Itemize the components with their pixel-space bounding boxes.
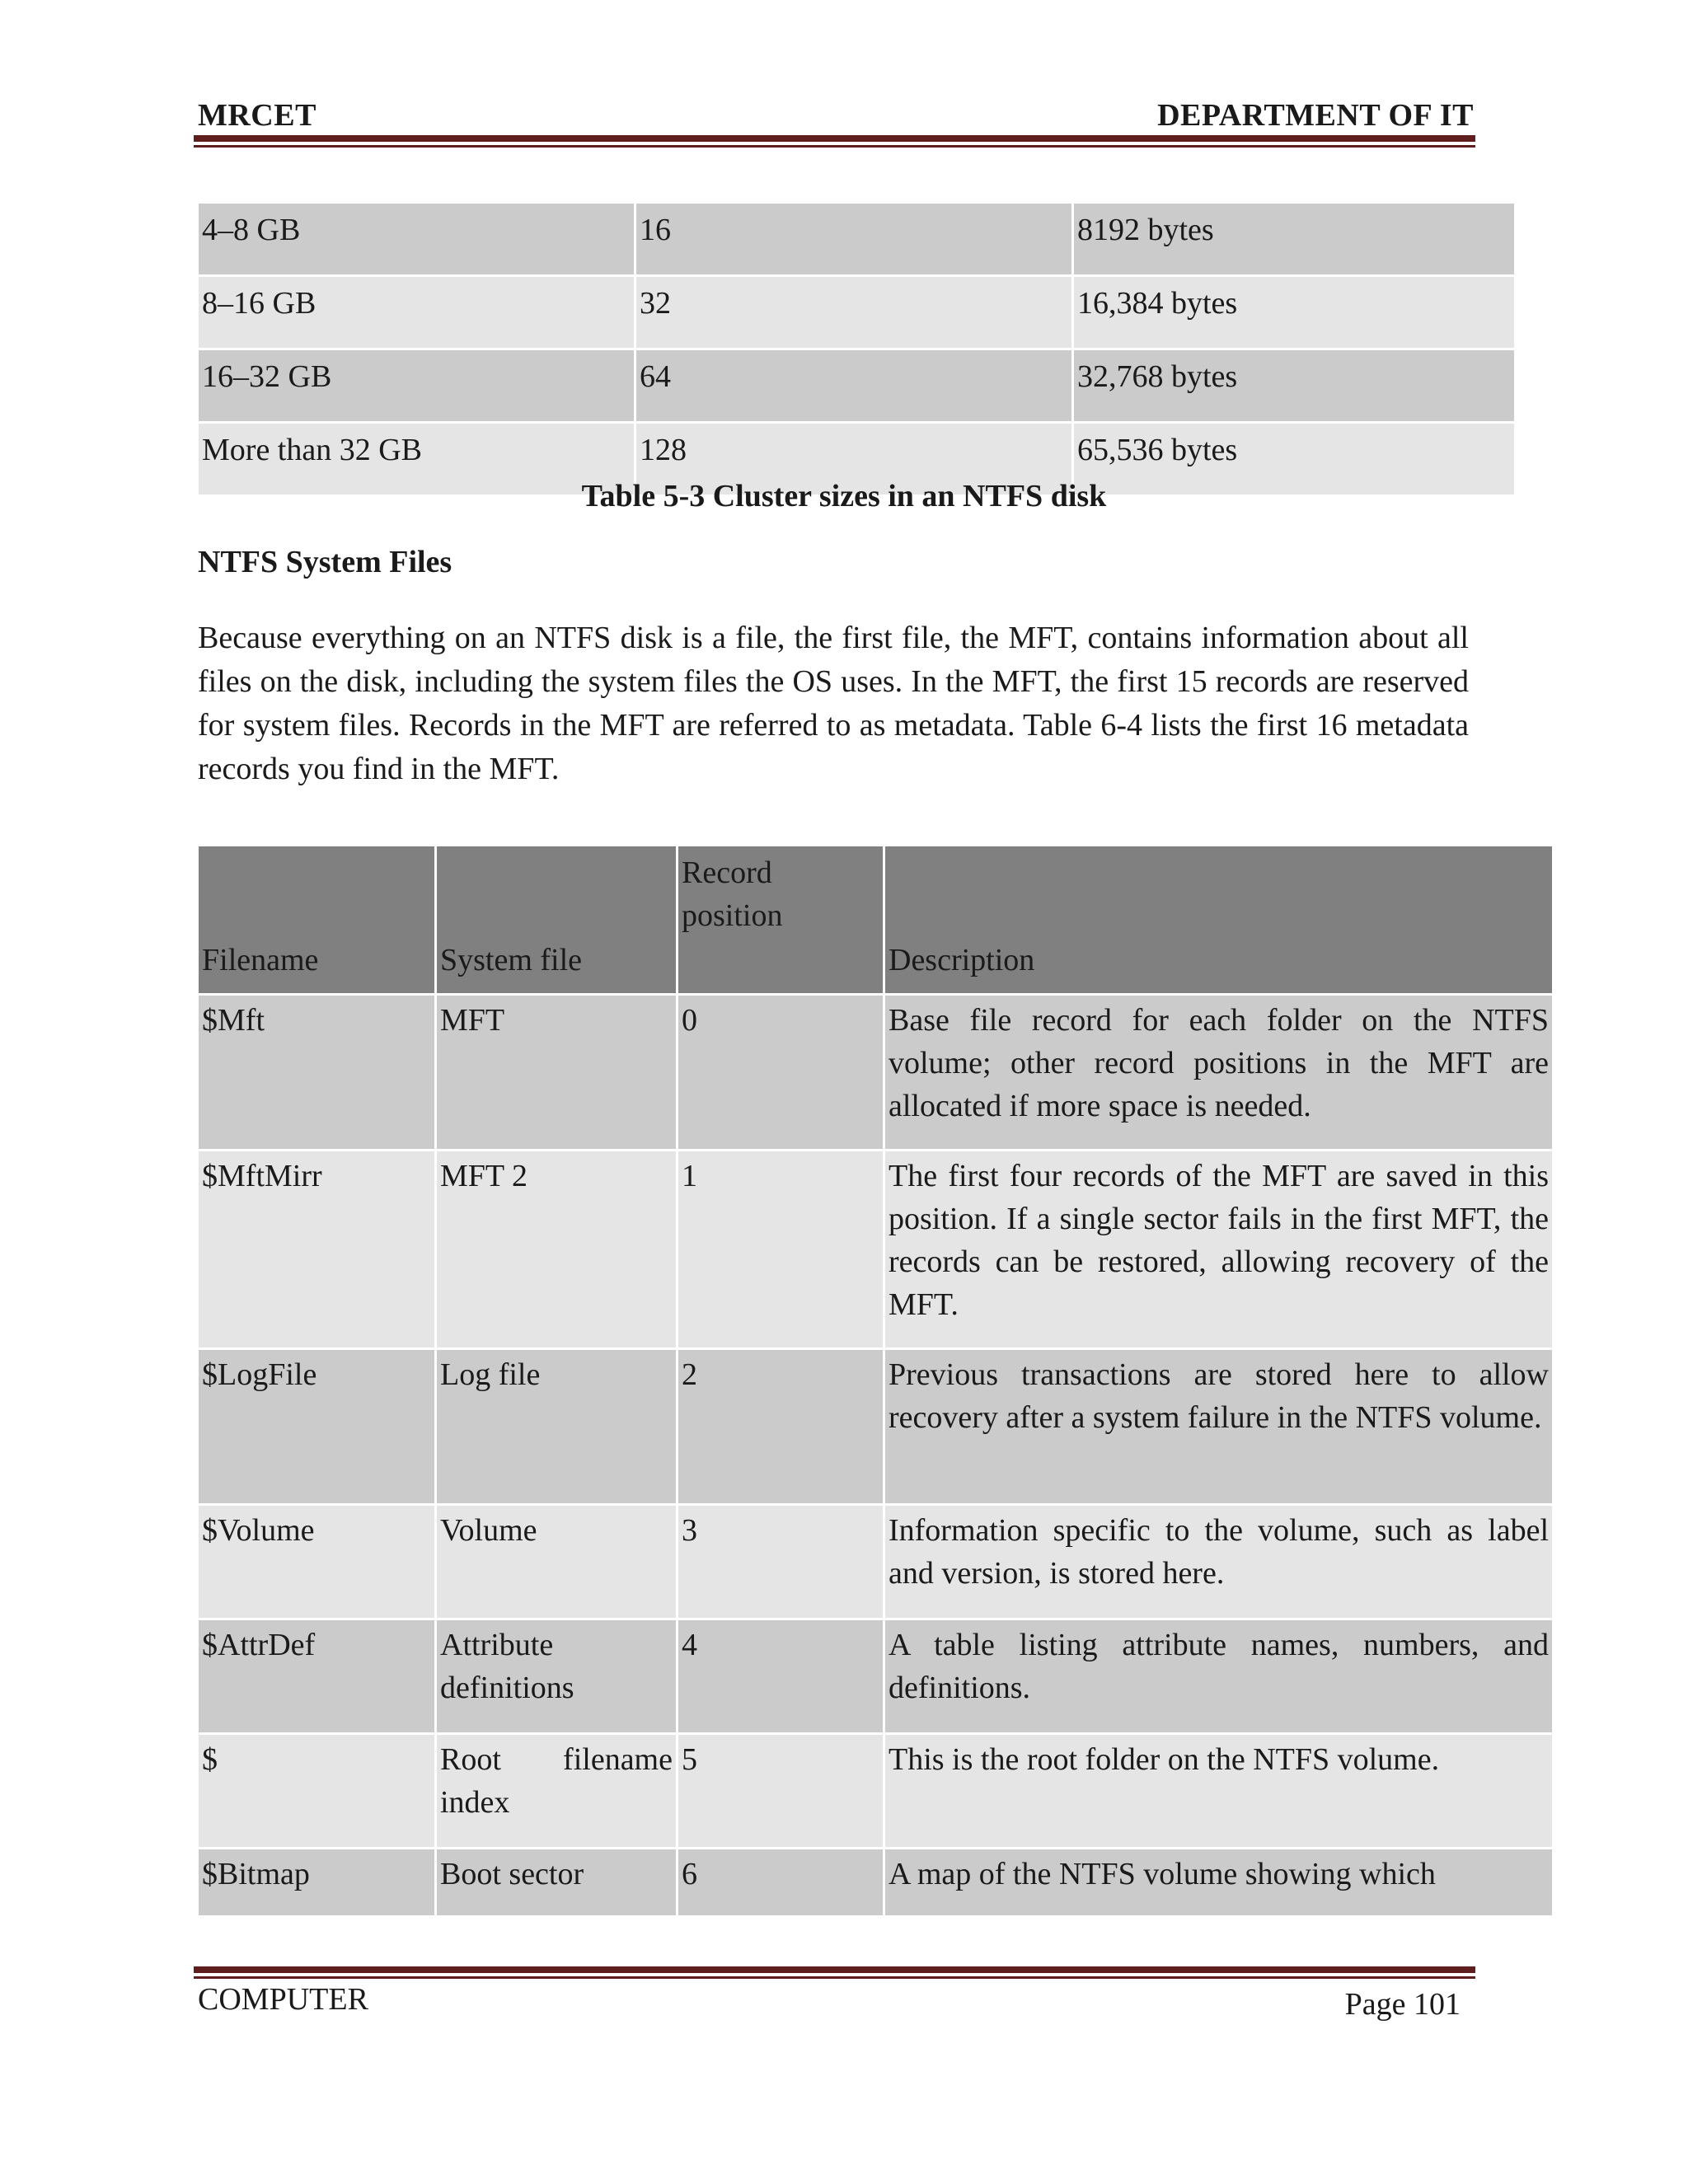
- cell-record-position: 2: [678, 1350, 883, 1503]
- table-row: [199, 1151, 1552, 1347]
- cell-filename: $Mft: [199, 996, 434, 1149]
- table-row: [199, 1506, 1552, 1618]
- body-paragraph: Because everything on an NTFS disk is a file, the first file, the MFT, contains information about all files on the disk, including the system files the OS uses. In the MFT, the first 15 records are reserved for system files. Records in the MFT are referred to as metadata. Table 6-4 lists the first 16 metadata records you find in the MFT.: [198, 621, 1469, 786]
- cell-description: A table listing attribute names, numbers, and definitions.: [885, 1620, 1552, 1732]
- header-rule-thick: [194, 135, 1475, 142]
- cell-system-file: MFT 2: [437, 1151, 676, 1347]
- cell-system-file: Volume: [437, 1506, 676, 1618]
- cell-description: The first four records of the MFT are saved in this position. If a single sector fails in the first MFT, the records can be restored, allowing recovery of the MFT.: [885, 1151, 1552, 1347]
- table-row: [199, 1735, 1552, 1847]
- cell-filename: $Bitmap: [199, 1849, 434, 1915]
- cell-sectors: 16: [636, 204, 1071, 274]
- cell-size: More than 32 GB: [199, 424, 634, 494]
- footer-rule-thin: [194, 1976, 1475, 1979]
- column-header-system-file: System file: [437, 846, 676, 993]
- cell-system-file: Boot sector: [437, 1849, 676, 1915]
- cell-record-position: 0: [678, 996, 883, 1149]
- cell-description: Previous transactions are stored here to allow recovery after a system failure in the NTFS volume.: [885, 1350, 1552, 1503]
- cell-system-file: Attribute definitions: [437, 1620, 676, 1732]
- section-heading: NTFS System Files: [198, 545, 452, 579]
- cell-sectors: 128: [636, 424, 1071, 494]
- cell-sectors: 64: [636, 350, 1071, 421]
- header-department: DEPARTMENT OF IT: [1157, 98, 1474, 133]
- column-header-record-position: Record position: [678, 846, 883, 993]
- cell-cluster-size: 32,768 bytes: [1074, 350, 1514, 421]
- table-row: [199, 1849, 1552, 1915]
- cell-sectors: 32: [636, 277, 1071, 348]
- cell-filename: $MftMirr: [199, 1151, 434, 1347]
- cell-record-position: 5: [678, 1735, 883, 1847]
- cell-filename: $: [199, 1735, 434, 1847]
- header-rule-thin: [194, 145, 1475, 148]
- cell-record-position: 1: [678, 1151, 883, 1347]
- cell-record-position: 4: [678, 1620, 883, 1732]
- cell-cluster-size: 65,536 bytes: [1074, 424, 1514, 494]
- mft-metadata-table: [196, 844, 1554, 1918]
- page-number: Page 101: [1344, 1987, 1461, 2022]
- cell-filename: $LogFile: [199, 1350, 434, 1503]
- cell-description: This is the root folder on the NTFS volume.: [885, 1735, 1552, 1847]
- table-row: [199, 996, 1552, 1149]
- footer-subject: COMPUTER: [198, 1982, 368, 2017]
- table-row: [199, 1620, 1552, 1732]
- cell-size: 8–16 GB: [199, 277, 634, 348]
- cluster-size-table: [196, 201, 1517, 497]
- cell-size: 16–32 GB: [199, 350, 634, 421]
- cell-filename: $AttrDef: [199, 1620, 434, 1732]
- header-institution: MRCET: [198, 98, 316, 133]
- table-caption: [0, 478, 1688, 514]
- cell-cluster-size: 16,384 bytes: [1074, 277, 1514, 348]
- cell-cluster-size: 8192 bytes: [1074, 204, 1514, 274]
- cell-size: 4–8 GB: [199, 204, 634, 274]
- table-header-row: [199, 846, 1552, 993]
- cell-system-file: MFT: [437, 996, 676, 1149]
- cell-record-position: 3: [678, 1506, 883, 1618]
- table-caption-text: Table 5-3 Cluster sizes in an NTFS disk: [581, 479, 1107, 513]
- cell-record-position: 6: [678, 1849, 883, 1915]
- cell-filename: $Volume: [199, 1506, 434, 1618]
- table-row: [199, 1350, 1552, 1503]
- column-header-description: Description: [885, 846, 1552, 993]
- table-row: [199, 204, 1514, 274]
- footer-rule-thick: [194, 1966, 1475, 1973]
- cell-system-file: Log file: [437, 1350, 676, 1503]
- column-header-filename: Filename: [199, 846, 434, 993]
- table-row: [199, 277, 1514, 348]
- cell-system-file: Root filename index: [437, 1735, 676, 1847]
- cell-description: Base file record for each folder on the NTFS volume; other record positions in the MFT are allocated if more space is needed.: [885, 996, 1552, 1149]
- cell-description: A map of the NTFS volume showing which: [885, 1849, 1552, 1915]
- cell-description: Information specific to the volume, such as label and version, is stored here.: [885, 1506, 1552, 1618]
- table-row: [199, 350, 1514, 421]
